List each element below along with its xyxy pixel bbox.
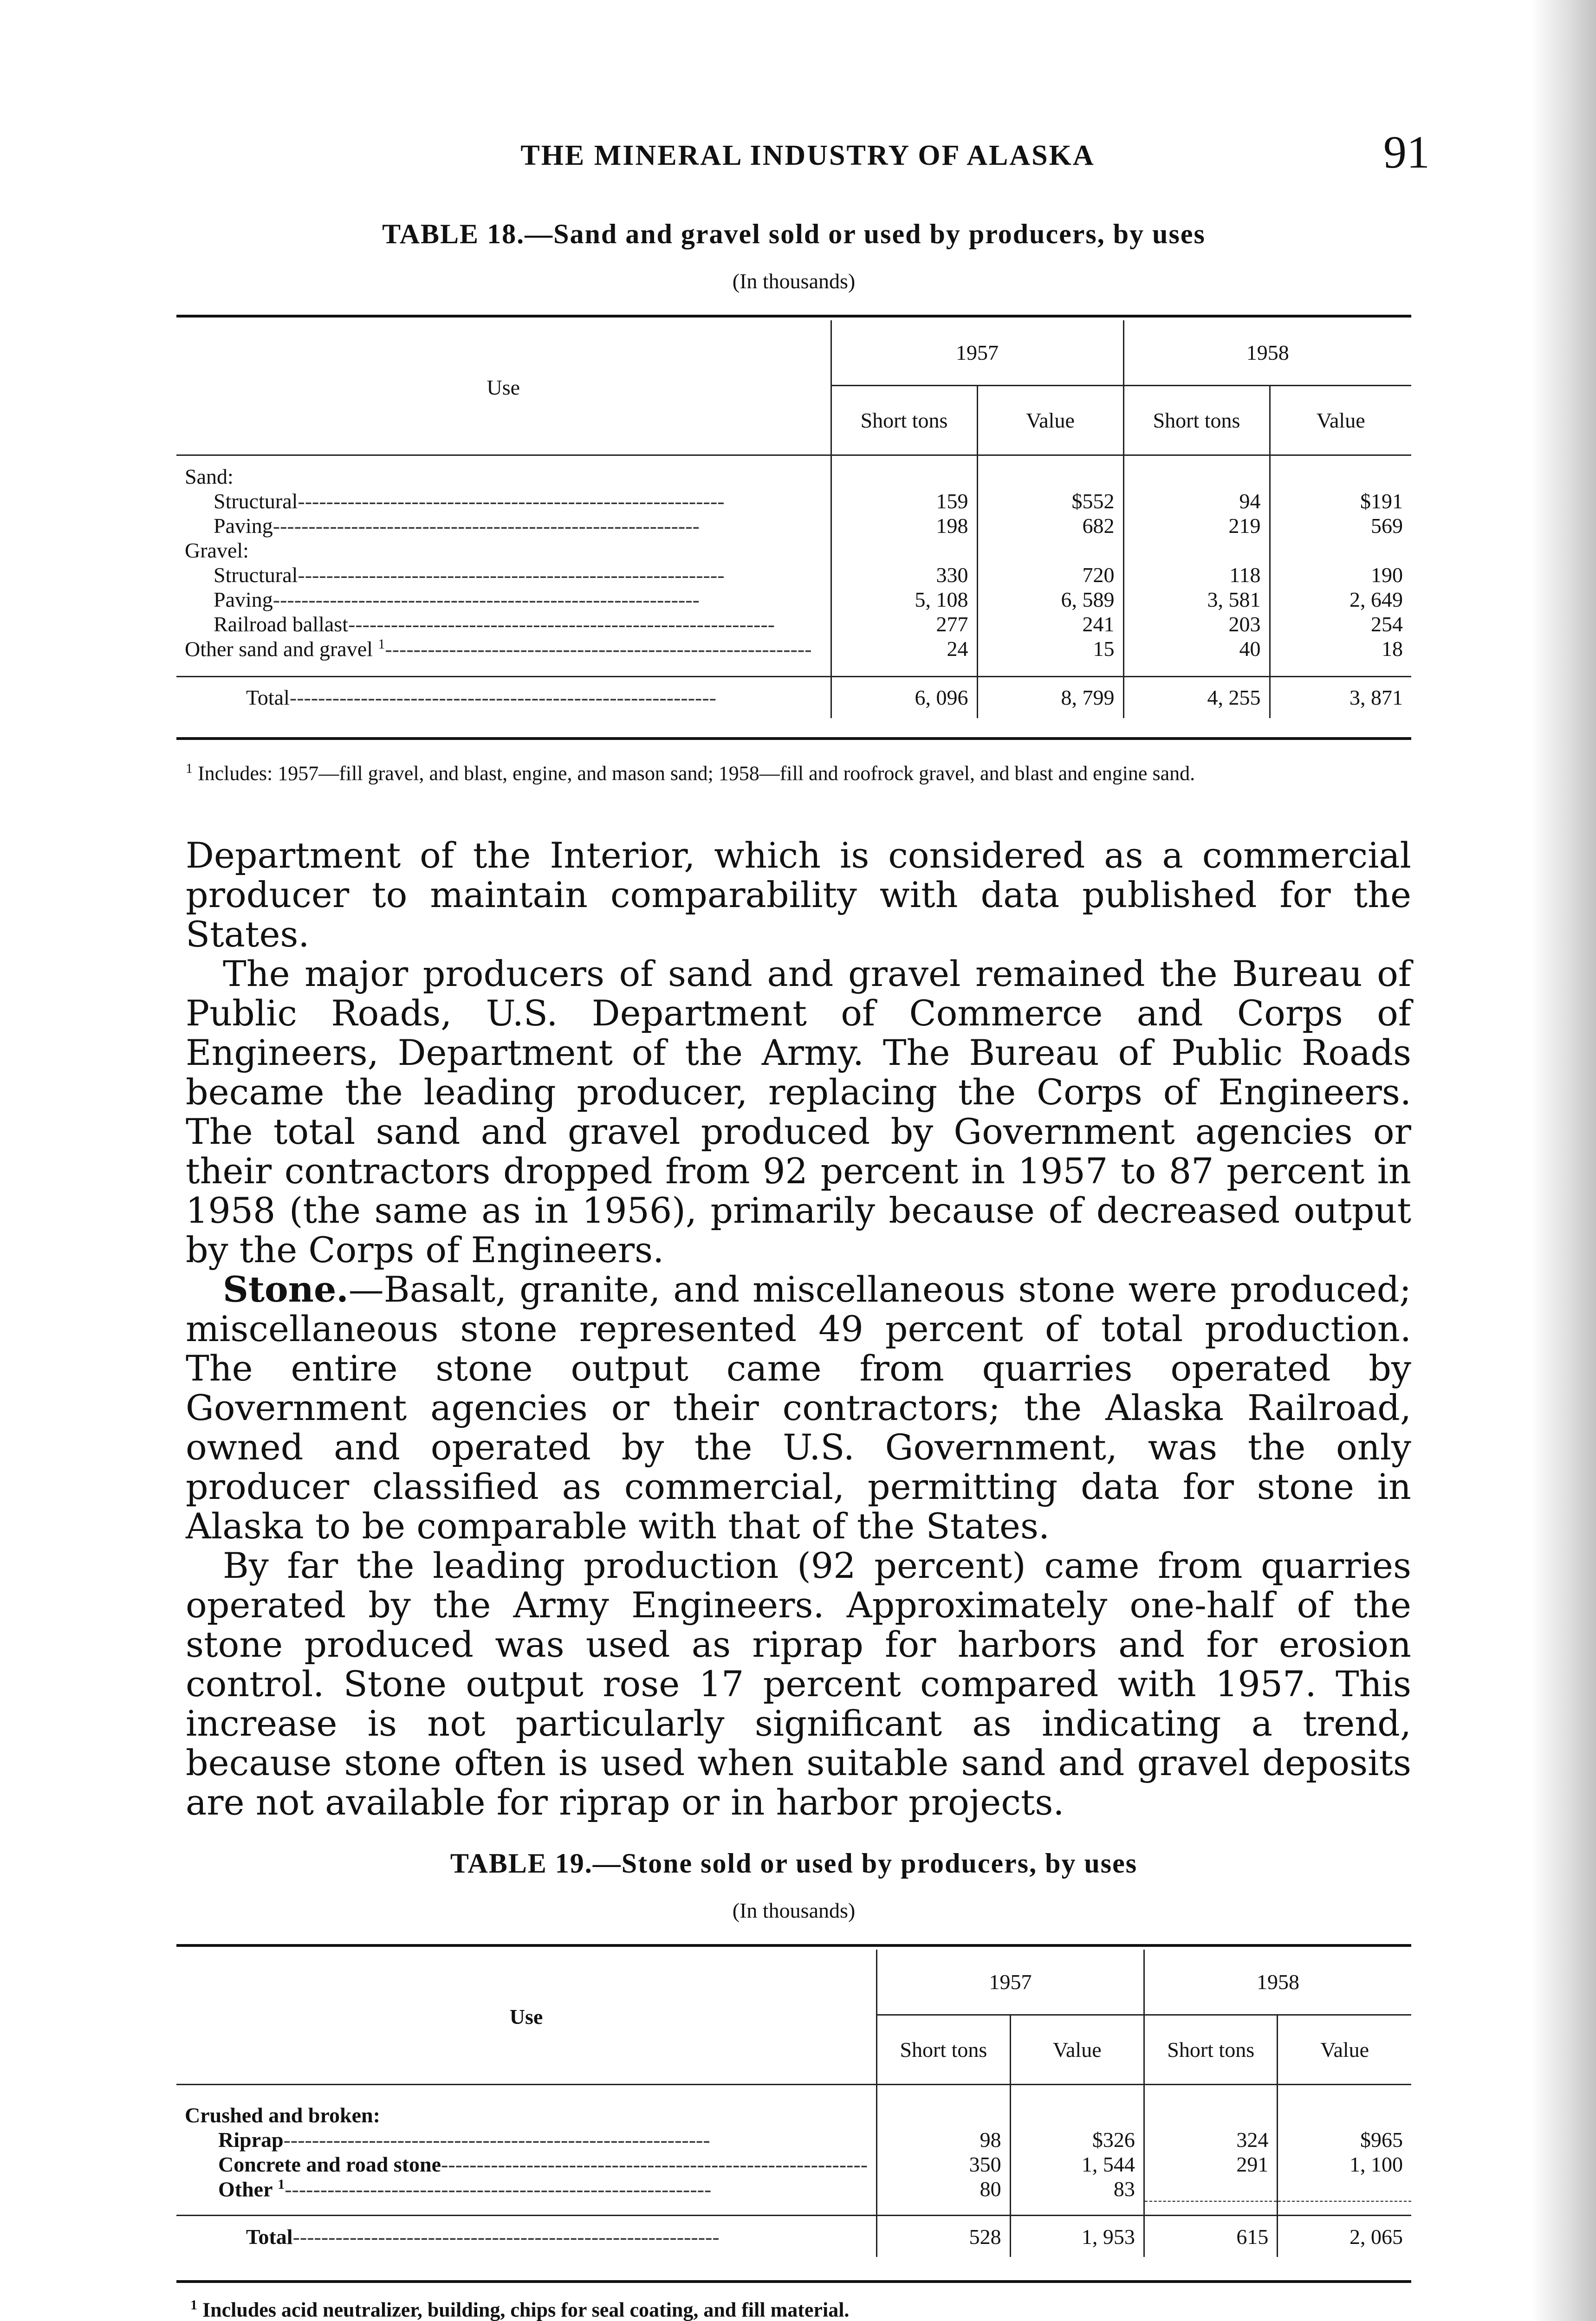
cell: 277 — [831, 612, 977, 636]
footnote-mark: 1 — [186, 761, 193, 776]
table19-subheader: Value — [1010, 2015, 1144, 2084]
cell: 241 — [977, 612, 1123, 636]
table18-group-label: Gravel: — [185, 538, 249, 562]
cell: 4, 255 — [1123, 676, 1270, 718]
table-row: Structural------------------------------------------------------------ 159 $552 94 $191 — [176, 489, 1411, 513]
paragraph-text: —Basalt, granite, and miscellaneous stone were produced; miscellaneous stone represented 49 percent of total production. The entire stone output came from quarries operated by Government agencies or their contractors; the Alaska Railroad, owned and operated by the U.S. Government, was the only producer classified as commercial, permitting data for stone in Alaska to be comparable with that of the States. — [186, 1269, 1411, 1547]
table-row: Railroad ballast------------------------------------------------------------ 277 241 203 254 — [176, 612, 1411, 636]
cell: 203 — [1123, 612, 1270, 636]
cell: 159 — [831, 489, 977, 513]
table18-subheader: Value — [1270, 385, 1411, 455]
cell: 6, 096 — [831, 676, 977, 718]
table-row-total: Total------------------------------------------------------------ 6, 096 8, 799 4, 255 3, 871 — [176, 676, 1411, 718]
cell: 18 — [1270, 636, 1411, 662]
table19-group-label: Crushed and broken: — [185, 2103, 380, 2127]
row-label: Total — [246, 686, 290, 710]
table-row: Other sand and gravel $^1$------------------------------------------------------------ 24 15 40 18 — [176, 636, 1411, 662]
table18-use-header: Use — [487, 375, 520, 399]
row-label: Total — [246, 2224, 293, 2249]
cell: 3, 871 — [1270, 676, 1411, 718]
table18-title: TABLE 18.—Sand and gravel sold or used by producers, by uses — [382, 219, 1206, 249]
row-label: Other — [218, 2177, 272, 2201]
table18-subheader: Short tons — [1123, 385, 1270, 455]
table-row: Riprap------------------------------------------------------------ 98 $326 324 $965 — [176, 2127, 1411, 2152]
table18-year-1958: 1958 — [1123, 320, 1411, 385]
cell: 1, 100 — [1278, 2152, 1411, 2177]
cell: $552 — [977, 489, 1123, 513]
table18-bottom-rule — [176, 737, 1411, 740]
cell: $191 — [1270, 489, 1411, 513]
footnote-text: Includes acid neutralizer, building, chips for seal coating, and fill material. — [202, 2298, 850, 2321]
cell: 15 — [977, 636, 1123, 662]
cell: 24 — [831, 636, 977, 662]
table18-footnote — [186, 757, 1411, 786]
table19-unit: (In thousands) — [732, 1899, 856, 1922]
table-row: Structural------------------------------------------------------------ 330 720 118 190 — [176, 563, 1411, 587]
table19-caption — [176, 1848, 1411, 1923]
row-label: Railroad ballast — [214, 612, 348, 636]
table19-year-1958: 1958 — [1144, 1950, 1411, 2015]
cell: 118 — [1123, 563, 1270, 587]
paragraph — [186, 1270, 1411, 1546]
table18-group-label: Sand: — [185, 465, 234, 488]
running-title: THE MINERAL INDUSTRY OF ALASKA — [520, 140, 1095, 171]
table19-footnote — [190, 2293, 1416, 2321]
cell: 2, 649 — [1270, 587, 1411, 612]
footnote-mark: 1 — [190, 2297, 197, 2313]
table19-year-1957: 1957 — [877, 1950, 1144, 2015]
table19-title: TABLE 19.—Stone sold or used by producers, by uses — [450, 1848, 1138, 1879]
footnote-ref: 1 — [278, 2177, 285, 2192]
cell: 83 — [1010, 2177, 1144, 2201]
cell: 1, 544 — [1010, 2152, 1144, 2177]
page-number: 91 — [1383, 126, 1430, 178]
cell: 254 — [1270, 612, 1411, 636]
table18-top-rule — [176, 315, 1411, 318]
paragraph: By far the leading production (92 percent) came from quarries operated by the Army Engineers. Approximately one-half of the stone produced was used as riprap for harbors and for erosion control. Stone output rose 17 percent compared with 1957. This increase is not particularly significant as indicating a trend, because stone often is used when suitable sand and gravel deposits are not available for riprap or in harbor projects. — [186, 1545, 1411, 1823]
table18-unit: (In thousands) — [732, 269, 856, 293]
row-label: Structural — [214, 489, 298, 513]
cell: 5, 108 — [831, 587, 977, 612]
cell: 190 — [1270, 563, 1411, 587]
row-label: Other sand and gravel — [185, 637, 373, 661]
running-header — [186, 126, 1430, 186]
cell: 198 — [831, 513, 977, 538]
cell: 6, 589 — [977, 587, 1123, 612]
cell: 40 — [1123, 636, 1270, 662]
table19-subheader: Short tons — [877, 2015, 1011, 2084]
cell: 720 — [977, 563, 1123, 587]
cell: 80 — [877, 2177, 1011, 2201]
body-text — [186, 836, 1411, 1822]
cell: 324 — [1144, 2127, 1278, 2152]
cell: 569 — [1270, 513, 1411, 538]
row-label: Concrete and road stone — [218, 2152, 441, 2176]
cell: 350 — [877, 2152, 1011, 2177]
table-row: Other $^1$------------------------------------------------------------ 80 83 — [176, 2177, 1411, 2201]
footnote-ref: 1 — [378, 636, 385, 652]
cell: 1, 953 — [1010, 2215, 1144, 2257]
cell: 3, 581 — [1123, 587, 1270, 612]
table19-top-rule — [176, 1944, 1411, 1947]
table18-year-1957: 1957 — [831, 320, 1123, 385]
table-row: Paving------------------------------------------------------------ 198 682 219 569 — [176, 513, 1411, 538]
cell: 98 — [877, 2127, 1011, 2152]
cell — [1278, 2177, 1411, 2201]
cell: 528 — [877, 2215, 1011, 2257]
table18-subheader: Short tons — [831, 385, 977, 455]
table-row: Concrete and road stone------------------------------------------------------------ 350 1, 544 291 1, 100 — [176, 2152, 1411, 2177]
cell: 682 — [977, 513, 1123, 538]
table19-subheader: Short tons — [1144, 2015, 1278, 2084]
scan-edge-shadow — [1531, 0, 1596, 2321]
cell: 615 — [1144, 2215, 1278, 2257]
paragraph: The major producers of sand and gravel remained the Bureau of Public Roads, U.S. Department of Commerce and Corps of Engineers, Department of the Army. The Bureau of Public Roads became the leading producer, replacing the Corps of Engineers. The total sand and gravel produced by Government agencies or their contractors dropped from 92 percent in 1957 to 87 percent in 1958 (the same as in 1956), primarily because of decreased output by the Corps of Engineers. — [186, 953, 1411, 1271]
paragraph: Department of the Interior, which is considered as a commercial producer to maintain comparability with data published for the States. — [186, 835, 1411, 955]
cell: $965 — [1278, 2127, 1411, 2152]
table19-bottom-rule — [176, 2280, 1411, 2283]
cell: 291 — [1144, 2152, 1278, 2177]
table19 — [176, 1950, 1411, 2257]
cell: $326 — [1010, 2127, 1144, 2152]
cell: 330 — [831, 563, 977, 587]
cell: 8, 799 — [977, 676, 1123, 718]
cell: 94 — [1123, 489, 1270, 513]
footnote-text: Includes: 1957—fill gravel, and blast, engine, and mason sand; 1958—fill and roofrock gravel, and blast and engine sand. — [198, 762, 1195, 785]
table18-caption — [176, 218, 1411, 293]
paragraph-run-in-heading: Stone. — [223, 1269, 349, 1310]
row-label: Paving — [214, 514, 273, 538]
cell — [1144, 2177, 1278, 2201]
table-row-total: Total------------------------------------------------------------ 528 1, 953 615 2, 065 — [176, 2215, 1411, 2257]
row-label: Riprap — [218, 2128, 284, 2152]
table18-subheader: Value — [977, 385, 1123, 455]
row-label: Structural — [214, 563, 298, 587]
row-label: Paving — [214, 588, 273, 611]
table18 — [176, 320, 1411, 718]
table19-use-header: Use — [509, 2004, 543, 2029]
cell: 2, 065 — [1278, 2215, 1411, 2257]
table-row: Paving------------------------------------------------------------ 5, 108 6, 589 3, 581 2, 649 — [176, 587, 1411, 612]
cell: 219 — [1123, 513, 1270, 538]
table19-subheader: Value — [1278, 2015, 1411, 2084]
